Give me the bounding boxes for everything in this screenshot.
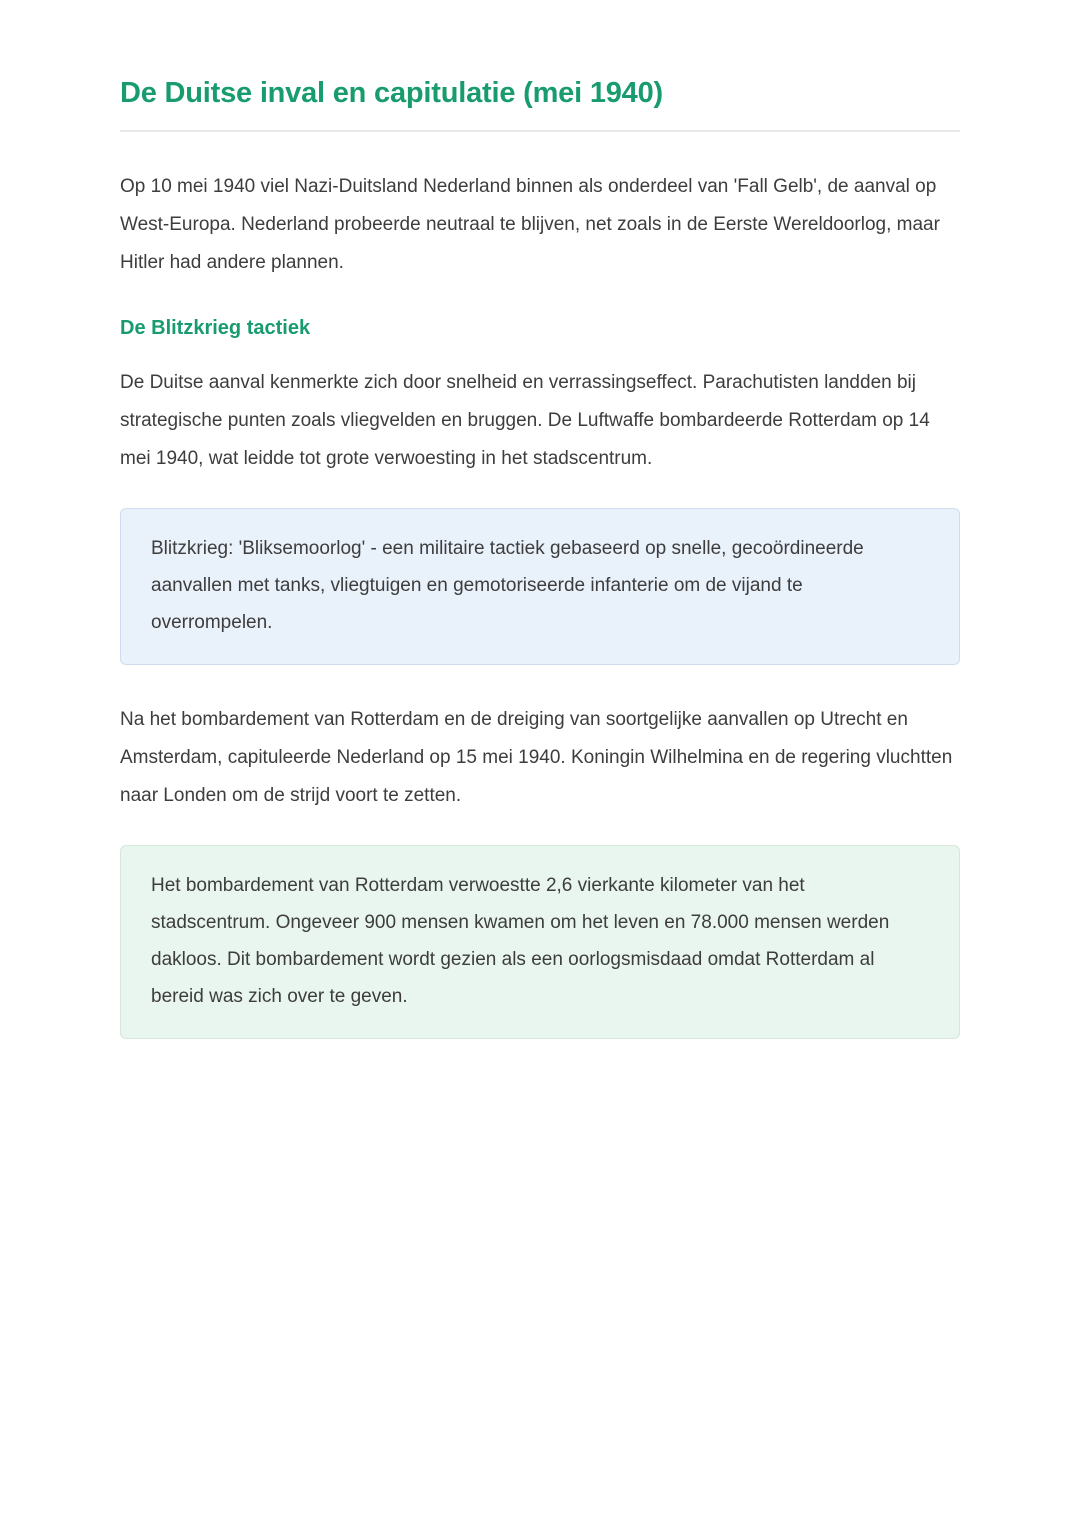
title-divider <box>120 130 960 132</box>
section-heading-blitzkrieg: De Blitzkrieg tactiek <box>120 317 311 339</box>
definition-callout-text: Blitzkrieg: 'Bliksemoorlog' - een militaire tactiek gebaseerd op snelle, gecoördineerde aanvallen met tanks, vliegtuigen en gemotoriseerde infanterie om de vijand te overrompelen. <box>151 538 864 633</box>
intro-paragraph: Op 10 mei 1940 viel Nazi-Duitsland Nederland binnen als onderdeel van 'Fall Gelb', de aanval op West-Europa. Nederland probeerde neutraal te blijven, net zoals in de Eerste Wereldoorlog, maar Hitler had andere plannen. <box>120 176 940 273</box>
fact-callout <box>120 845 960 1039</box>
definition-callout <box>120 508 960 665</box>
fact-callout-text: Het bombardement van Rotterdam verwoestte 2,6 vierkante kilometer van het stadscentrum. Ongeveer 900 mensen kwamen om het leven en 78.000 mensen werden dakloos. Dit bombardement wordt gezien als een oorlogsmisdaad omdat Rotterdam al bereid was zich over te geven. <box>151 875 890 1007</box>
capitulation-paragraph: Na het bombardement van Rotterdam en de dreiging van soortgelijke aanvallen op Utrecht en Amsterdam, capituleerde Nederland op 15 mei 1940. Koningin Wilhelmina en de regering vluchtten naar Londen om de strijd voort te zetten. <box>120 709 953 806</box>
blitzkrieg-paragraph: De Duitse aanval kenmerkte zich door snelheid en verrassingseffect. Parachutisten landden bij strategische punten zoals vliegvelden en bruggen. De Luftwaffe bombardeerde Rotterdam op 14 mei 1940, wat leidde tot grote verwoesting in het stadscentrum. <box>120 372 930 469</box>
page-title: De Duitse inval en capitulatie (mei 1940) <box>120 77 663 109</box>
document-content <box>120 76 960 1039</box>
